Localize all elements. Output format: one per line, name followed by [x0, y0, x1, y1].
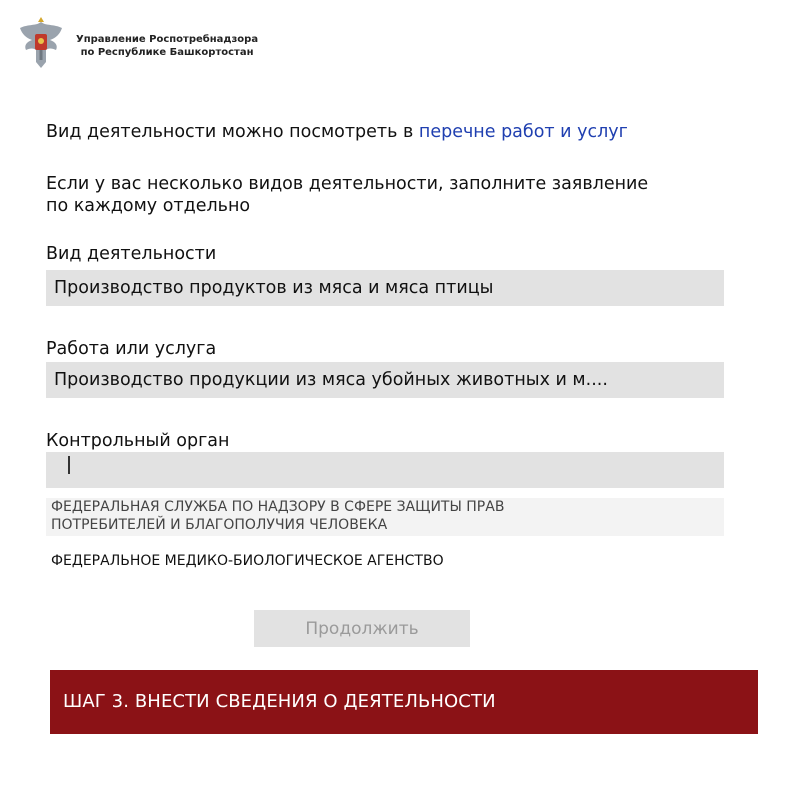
authority-option-line1: ФЕДЕРАЛЬНОЕ МЕДИКО-БИОЛОГИЧЕСКОЕ АГЕНСТВО: [51, 553, 444, 569]
services-list-link[interactable]: перечне работ и услуг: [418, 122, 628, 142]
activity-info-prefix: Вид деятельности можно посмотреть в: [46, 122, 419, 142]
multiple-activities-note: [46, 173, 648, 217]
organization-name-line1: Управление Роспотребнадзора: [76, 34, 259, 45]
authority-option-line1: ФЕДЕРАЛЬНАЯ СЛУЖБА ПО НАДЗОРУ В СФЕРЕ ЗАЩИТЫ ПРАВ: [51, 499, 505, 515]
authority-option-line2: ПОТРЕБИТЕЛЕЙ И БЛАГОПОЛУЧИЯ ЧЕЛОВЕКА: [51, 517, 388, 533]
eagle-emblem-icon: [16, 16, 66, 70]
text-cursor: [68, 456, 70, 474]
activity-label: Вид деятельности: [46, 244, 217, 264]
service-field[interactable]: Производство продукции из мяса убойных животных и м....: [46, 362, 724, 398]
organization-name: [76, 33, 258, 59]
continue-button[interactable]: Продолжить: [254, 610, 470, 647]
activity-field[interactable]: Производство продуктов из мяса и мяса птицы: [46, 270, 724, 306]
authority-input[interactable]: [46, 452, 724, 488]
service-label: Работа или услуга: [46, 339, 217, 359]
step-banner: ШАГ 3. ВНЕСТИ СВЕДЕНИЯ О ДЕЯТЕЛЬНОСТИ: [50, 670, 758, 734]
multiple-activities-note-line1: Если у вас несколько видов деятельности, заполните заявление: [46, 174, 649, 194]
authority-option-rospotrebnadzor[interactable]: [46, 498, 724, 536]
page-header: [16, 16, 258, 70]
authority-label: Контрольный орган: [46, 431, 230, 451]
multiple-activities-note-line2: по каждому отдельно: [46, 196, 251, 216]
authority-option-fmba[interactable]: [46, 552, 724, 570]
activity-info-text: [46, 121, 628, 143]
organization-name-line2: по Республике Башкортостан: [80, 47, 254, 58]
